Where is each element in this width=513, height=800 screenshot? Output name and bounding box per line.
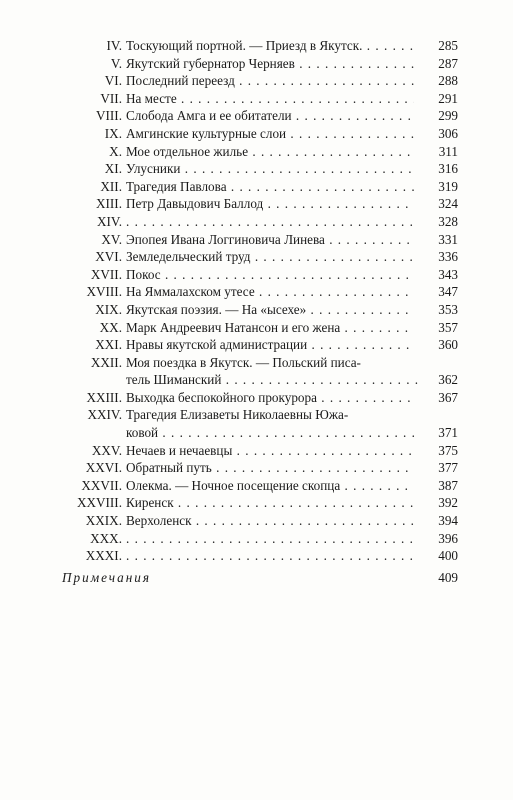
page-number: 394 [418,512,458,530]
chapter-title-line: ковой . . . [58,424,458,442]
toc-entry [58,72,458,90]
chapter-title [126,547,414,565]
chapter-title: Обратный путь . . . [126,459,414,477]
page-number: 371 [418,424,458,442]
toc-entry [58,547,458,565]
toc-entry [58,512,458,530]
page-number: 324 [418,195,458,213]
toc-entry [58,477,458,495]
page-number: 375 [418,442,458,460]
toc-entry [58,301,458,319]
toc-entry [58,107,458,125]
notes-entry [58,568,458,588]
chapter-title: Якутская поэзия. — На «ысехе» . . . [126,301,414,319]
page-number: 347 [418,283,458,301]
chapter-title: Мое отдельное жилье . . . [126,143,414,161]
chapter-number: IV. [106,38,122,53]
toc-entry [58,459,458,477]
chapter-number: XXVII. [81,477,122,493]
page-number: 377 [418,459,458,477]
page-number: 316 [418,160,458,178]
chapter-title: Выходка беспокойного прокурора . . . [126,389,414,407]
chapter-number: XVIII. [86,284,122,300]
chapter-title: Якутский губернатор Черняев . . . [126,55,414,73]
page-number: 357 [418,319,458,337]
page-number: 331 [418,231,458,249]
chapter-title-line: тель Шиманский . . . [58,371,458,389]
chapter-number: VII. [100,90,122,106]
chapter-title: Нечаев и нечаевцы . . . [126,442,414,460]
chapter-number: XXI. [95,337,122,353]
chapter-title: Улусники . . . [126,160,414,178]
chapter-title: Киренск . . . [126,494,414,512]
chapter-title: Верхоленск . . . [126,512,414,530]
toc-entry [58,494,458,512]
chapter-title: Нравы якутской администрации . . . [126,336,414,354]
toc-entry [58,389,458,407]
toc-entry [58,354,458,389]
toc-entry [58,195,458,213]
chapter-number: XX. [99,319,122,335]
page-number: 353 [418,301,458,319]
page-number: 319 [418,178,458,196]
chapter-number: XIX. [95,301,122,317]
chapter-title: На месте . . . [126,90,414,108]
toc-entry [58,90,458,108]
page-number: 396 [418,530,458,548]
page-number: 387 [418,477,458,495]
toc-entry [58,283,458,301]
chapter-number: XIV. [96,213,122,229]
chapter-number: XI. [104,161,122,177]
chapter-title: Тоскующий портной. — Приезд в Якутск. . . . [126,37,414,55]
notes-page-number: 409 [438,570,458,585]
page-number: 299 [418,107,458,125]
page-number: 362 [418,371,458,389]
chapter-number: V. [110,55,122,71]
chapter-number: XV. [101,231,122,247]
chapter-number: XXVIII. [76,495,122,511]
chapter-title: Эпопея Ивана Логгиновича Линева . . . [126,231,414,249]
notes-label: Примечания [62,570,151,585]
chapter-title: Земледельческий труд . . . [126,248,414,266]
chapter-number: XVII. [90,266,122,282]
chapter-number: VIII. [96,108,122,124]
chapter-title: На Яммалахском утесе . . . [126,283,414,301]
toc-entry [58,442,458,460]
page-number: 328 [418,213,458,231]
chapter-number: XXII. [90,354,122,370]
chapter-title [126,213,414,231]
chapter-title: Последний переезд . . . [126,72,414,90]
chapter-title [126,530,414,548]
toc-entry [58,406,458,441]
chapter-number: X. [109,143,122,159]
toc-entry [58,530,458,548]
toc-entry [58,266,458,284]
chapter-title: Марк Андреевич Натансон и его жена . . . [126,319,414,337]
page-number: 400 [418,547,458,565]
page-number: 360 [418,336,458,354]
chapter-number: XXXI. [85,548,122,564]
page-number: 336 [418,248,458,266]
page-number: 343 [418,266,458,284]
toc-entry [58,336,458,354]
chapter-title: Петр Давыдович Баллод . . . [126,195,414,213]
table-of-contents [58,37,458,565]
page-number: 291 [418,90,458,108]
toc-entry [58,213,458,231]
page-number: 311 [418,143,458,161]
page-number: 392 [418,494,458,512]
page-number: 306 [418,125,458,143]
chapter-title: Покос . . . [126,266,414,284]
chapter-number: XXIII. [86,389,122,405]
chapter-title: Трагедия Павлова . . . [126,178,414,196]
page-number: 288 [418,72,458,90]
chapter-number: XII. [100,178,122,194]
chapter-number: XXVI. [85,460,122,476]
chapter-title: Слобода Амга и ее обитатели . . . [126,107,414,125]
chapter-number: IX. [104,125,122,141]
chapter-number: VI. [104,73,122,89]
page-number: 287 [418,55,458,73]
toc-entry [58,231,458,249]
page-number: 285 [418,37,458,55]
toc-entry [58,55,458,73]
chapter-number: XXIV. [87,407,122,423]
toc-entry [58,319,458,337]
toc-entry [58,248,458,266]
chapter-number: XIII. [96,196,122,212]
toc-entry [58,143,458,161]
toc-entry [58,160,458,178]
toc-entry [58,178,458,196]
toc-entry [58,125,458,143]
chapter-number: XXIX. [85,513,122,529]
chapter-title-line: Моя поездка в Якутск. — Польский писа- [126,354,361,370]
chapter-number: XVI. [95,249,122,265]
chapter-number: XXX. [90,530,122,546]
page-number: 367 [418,389,458,407]
chapter-title: Амгинские культурные слои . . . [126,125,414,143]
chapter-number: XXV. [91,442,122,458]
chapter-title-line: Трагедия Елизаветы Николаевны Южа- [126,407,349,423]
chapter-title: Олекма. — Ночное посещение скопца . . . [126,477,414,495]
toc-entry [58,37,458,55]
